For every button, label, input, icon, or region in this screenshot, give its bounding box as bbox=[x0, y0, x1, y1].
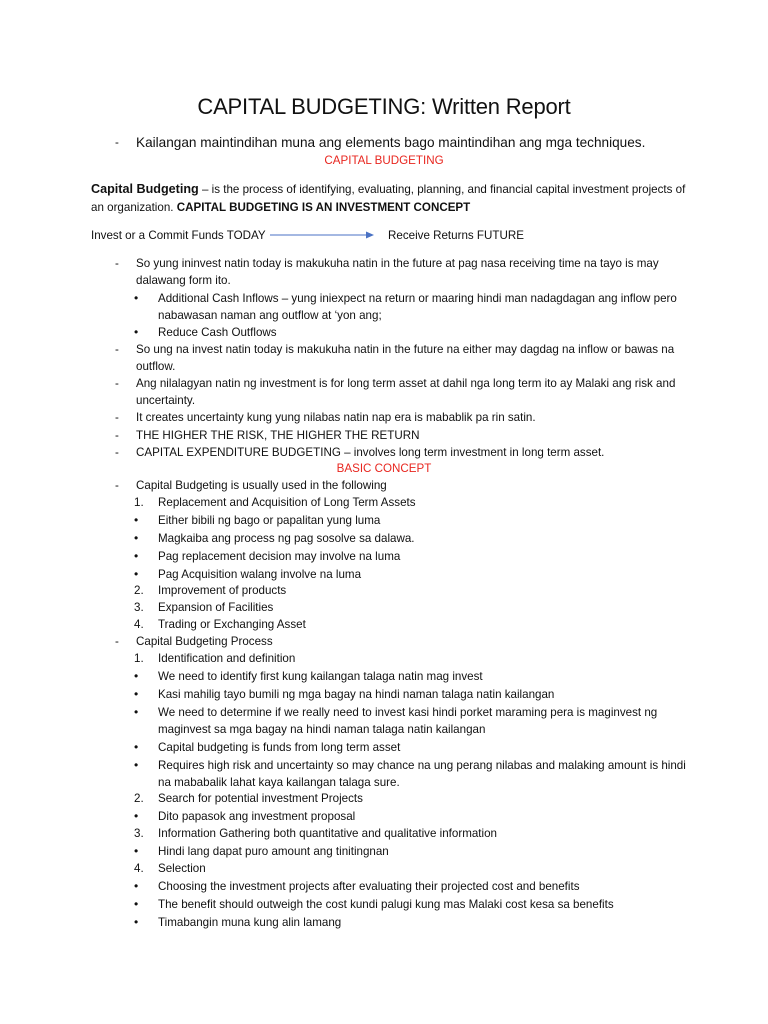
dash-marker: - bbox=[115, 411, 119, 424]
list-item: Requires high risk and uncertainty so may chance na ung perang nilabas and malaking amount is hindi bbox=[158, 759, 686, 772]
dash-marker: - bbox=[115, 257, 119, 270]
intro-bullet-text: Kailangan maintindihan muna ang elements bago maintindihan ang mga techniques. bbox=[136, 135, 646, 150]
list-item: THE HIGHER THE RISK, THE HIGHER THE RETURN bbox=[136, 429, 420, 442]
dash-marker: - bbox=[115, 343, 119, 356]
list-item: nabawasan naman ang outflow at ‘yon ang; bbox=[158, 309, 382, 322]
definition-term: Capital Budgeting bbox=[91, 182, 199, 196]
list-item: Choosing the investment projects after evaluating their projected cost and benefits bbox=[158, 880, 580, 893]
list-item: It creates uncertainty kung yung nilabas natin nap era is mabablik pa rin satin. bbox=[136, 411, 536, 424]
list-item: We need to identify first kung kailangan talaga natin mag invest bbox=[158, 670, 483, 683]
list-item: Dito papasok ang investment proposal bbox=[158, 810, 356, 823]
bullet-marker: • bbox=[134, 325, 139, 339]
bullet-marker: • bbox=[134, 915, 139, 929]
document-title: CAPITAL BUDGETING: Written Report bbox=[197, 94, 571, 119]
dash-marker: - bbox=[115, 446, 119, 459]
bullet-marker: • bbox=[134, 897, 139, 911]
number-marker: 1. bbox=[134, 652, 144, 665]
bullet-marker: • bbox=[134, 809, 139, 823]
list-item: Replacement and Acquisition of Long Term Assets bbox=[158, 496, 416, 509]
list-item: Ang nilalagyan natin ng investment is for long term asset at dahil nga long term ito ay Malaki ang risk and bbox=[136, 377, 676, 390]
list-item: Identification and definition bbox=[158, 652, 296, 665]
list-item: Either bibili ng bago or papalitan yung luma bbox=[158, 514, 381, 527]
number-marker: 4. bbox=[134, 862, 144, 875]
bullet-marker: • bbox=[134, 291, 139, 305]
bullet-marker: • bbox=[134, 669, 139, 683]
list-item: maginvest sa mga bagay na hindi naman talaga natin kailangan bbox=[158, 723, 486, 736]
list-item: Pag replacement decision may involve na luma bbox=[158, 550, 401, 563]
right-arrow-icon bbox=[270, 228, 374, 242]
dash-marker: - bbox=[115, 429, 119, 442]
list-item: So yung ininvest natin today is makukuha natin in the future at pag nasa receiving time na tayo is may bbox=[136, 257, 659, 270]
list-item: We need to determine if we really need to invest kasi hindi porket maraming pera is maginvest ng bbox=[158, 706, 658, 719]
number-marker: 3. bbox=[134, 601, 144, 614]
bullet-marker: • bbox=[134, 844, 139, 858]
section-heading-basic-concept: BASIC CONCEPT bbox=[336, 462, 432, 475]
bullet-marker: • bbox=[134, 567, 139, 581]
definition-line-1 bbox=[91, 181, 685, 199]
bullet-marker: • bbox=[134, 531, 139, 545]
list-item: Capital Budgeting Process bbox=[136, 635, 273, 648]
bullet-marker: • bbox=[134, 687, 139, 701]
list-item: Trading or Exchanging Asset bbox=[158, 618, 306, 631]
list-item: Additional Cash Inflows – yung iniexpect na return or maaring hindi man nadagdagan ang inflow pero bbox=[158, 292, 677, 305]
dash-marker: - bbox=[115, 377, 119, 390]
list-item: Hindi lang dapat puro amount ang tinitingnan bbox=[158, 845, 389, 858]
list-item: Timabangin muna kung alin lamang bbox=[158, 916, 342, 929]
list-item: Capital budgeting is funds from long term asset bbox=[158, 741, 401, 754]
bullet-marker: • bbox=[134, 549, 139, 563]
list-item: Magkaiba ang process ng pag sosolve sa dalawa. bbox=[158, 532, 415, 545]
definition-text-2: an organization. bbox=[91, 201, 177, 214]
bullet-marker: • bbox=[134, 879, 139, 893]
list-item: So ung na invest natin today is makukuha natin in the future na either may dagdag na inflow or bawas na bbox=[136, 343, 675, 356]
definition-line-2 bbox=[91, 199, 470, 217]
list-item: Expansion of Facilities bbox=[158, 601, 274, 614]
list-item: Kasi mahilig tayo bumili ng mga bagay na hindi naman talaga natin kailangan bbox=[158, 688, 555, 701]
number-marker: 2. bbox=[134, 792, 144, 805]
list-item: Pag Acquisition walang involve na luma bbox=[158, 568, 362, 581]
list-item: outflow. bbox=[136, 360, 176, 373]
definition-text: – is the process of identifying, evaluating, planning, and financial capital investment projects of bbox=[198, 183, 686, 196]
number-marker: 2. bbox=[134, 584, 144, 597]
list-item: Selection bbox=[158, 862, 206, 875]
number-marker: 4. bbox=[134, 618, 144, 631]
list-item: Information Gathering both quantitative and qualitative information bbox=[158, 827, 498, 840]
bullet-marker: • bbox=[134, 705, 139, 719]
bullet-marker: • bbox=[134, 513, 139, 527]
number-marker: 1. bbox=[134, 496, 144, 509]
list-item: Improvement of products bbox=[158, 584, 287, 597]
section-heading-capital-budgeting: CAPITAL BUDGETING bbox=[324, 154, 444, 167]
list-item: Capital Budgeting is usually used in the following bbox=[136, 479, 387, 492]
flow-right-text: Receive Returns FUTURE bbox=[388, 229, 524, 242]
list-item: dalawang form ito. bbox=[136, 274, 231, 287]
dash-marker: - bbox=[115, 635, 119, 648]
bullet-marker: • bbox=[134, 758, 139, 772]
dash-marker: - bbox=[115, 479, 119, 492]
list-item: The benefit should outweigh the cost kundi palugi kung mas Malaki cost kesa sa benefits bbox=[158, 898, 614, 911]
list-item: CAPITAL EXPENDITURE BUDGETING – involves long term investment in long term asset. bbox=[136, 446, 605, 459]
list-item: Search for potential investment Projects bbox=[158, 792, 363, 805]
investment-concept-emphasis: CAPITAL BUDGETING IS AN INVESTMENT CONCEPT bbox=[176, 201, 471, 214]
flow-left-text: Invest or a Commit Funds TODAY bbox=[91, 229, 266, 242]
list-item: Reduce Cash Outflows bbox=[158, 326, 277, 339]
list-item: na mababalik lahat kaya kailangan talaga sure. bbox=[158, 776, 400, 789]
dash-marker: - bbox=[115, 136, 119, 149]
number-marker: 3. bbox=[134, 827, 144, 840]
list-item: uncertainty. bbox=[136, 394, 196, 407]
bullet-marker: • bbox=[134, 740, 139, 754]
